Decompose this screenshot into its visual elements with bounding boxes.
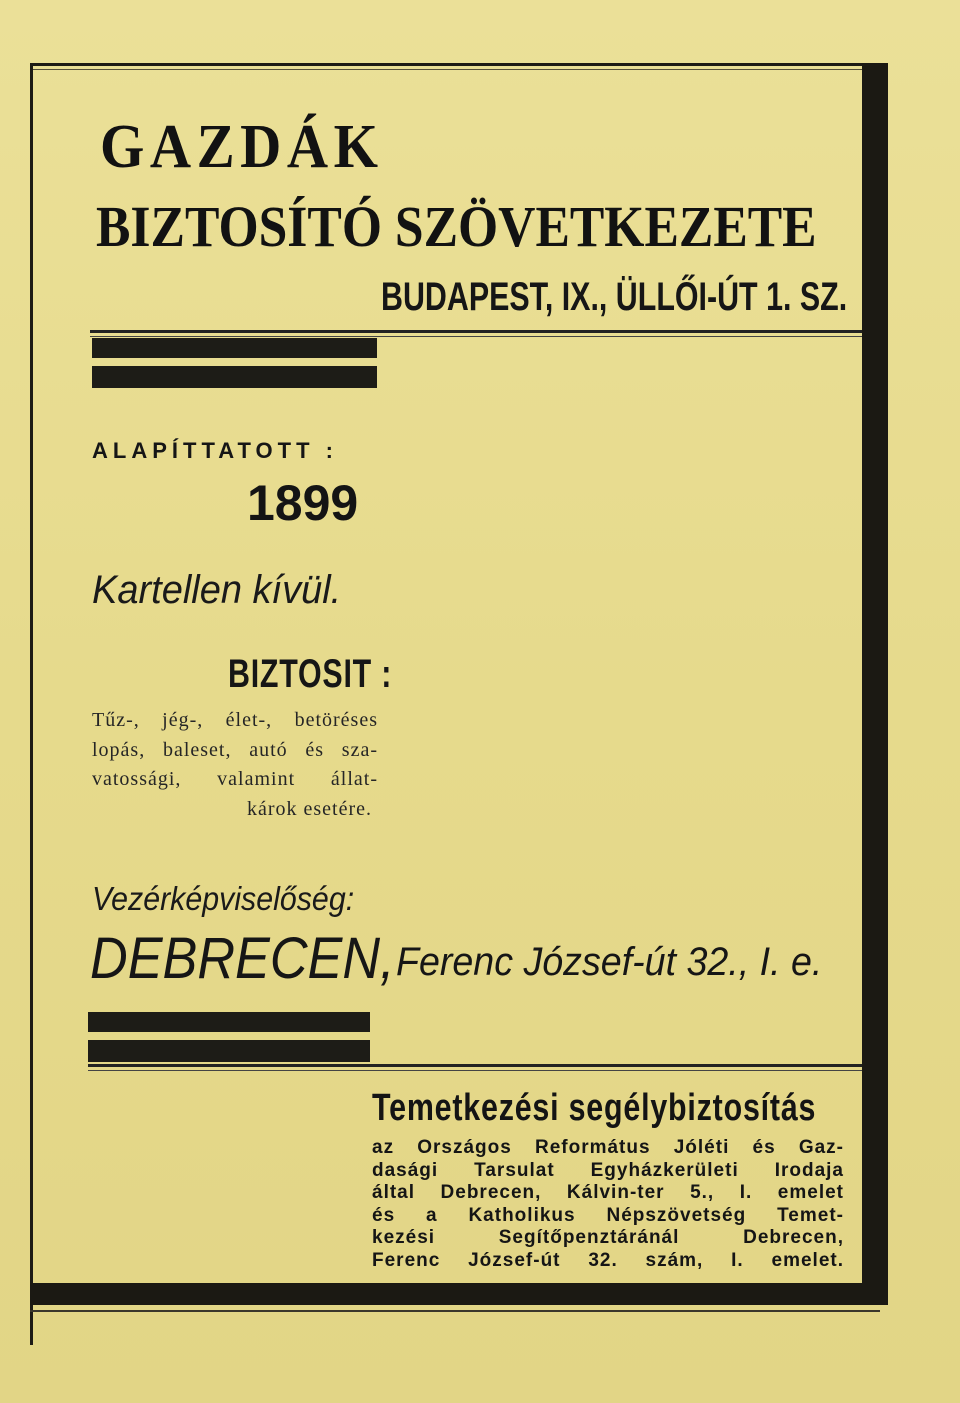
decorative-bar xyxy=(92,366,377,388)
funeral-insurance-paragraph xyxy=(372,1137,844,1273)
founded-year: 1899 xyxy=(247,475,359,531)
paragraph-line: által Debrecen, Kálvin-ter 5., I. emelet xyxy=(372,1182,844,1204)
paragraph-line: és a Katholikus Népszövetség Temet- xyxy=(372,1204,844,1226)
paragraph-line: károk esetére. xyxy=(246,797,372,820)
agency-street: Ferenc József-út 32., I. e. xyxy=(396,940,823,984)
title-biztosito-szovetkezete: BIZTOSÍTÓ SZÖVETKEZETE xyxy=(96,194,817,259)
frame-bottom-border xyxy=(30,1283,888,1305)
paragraph-line: Tűz-, jég-, élet-, betöréses xyxy=(92,709,378,731)
decorative-bar xyxy=(88,1012,370,1032)
cartel-note: Kartellen kívül. xyxy=(92,568,342,612)
agency-city: DEBRECEN, xyxy=(90,926,395,991)
section-divider-rule xyxy=(90,330,862,333)
agency-label: Vezérképviselőség: xyxy=(92,880,355,917)
funeral-insurance-heading: Temetkezési segélybiztosítás xyxy=(372,1087,817,1129)
insures-heading: BIZTOSIT : xyxy=(228,652,393,696)
section-divider-rule-thin xyxy=(88,1070,862,1071)
section-divider-rule xyxy=(88,1064,862,1067)
title-gazdak: GAZDÁK xyxy=(100,113,384,181)
insurance-types-paragraph xyxy=(92,706,378,824)
company-address: BUDAPEST, IX., ÜLLŐI-ÚT 1. SZ. xyxy=(381,275,848,319)
paragraph-line: kezési Segítőpenztáránál Debrecen, xyxy=(372,1227,844,1249)
decorative-bar xyxy=(92,338,377,358)
frame-top-border-thin xyxy=(30,69,882,70)
section-divider-rule-thin xyxy=(90,336,862,337)
frame-right-border xyxy=(862,63,888,1305)
paragraph-line: Ferenc József-út 32. szám, I. emelet. xyxy=(372,1249,844,1271)
founded-label: ALAPÍTTATOTT : xyxy=(92,438,338,463)
paragraph-line: dasági Tarsulat Egyházkerületi Irodaja xyxy=(372,1159,844,1181)
frame-bottom-border-thin xyxy=(30,1310,880,1312)
decorative-bar xyxy=(88,1040,370,1062)
paragraph-line: vatossági, valamint állat- xyxy=(92,768,378,790)
frame-left-border xyxy=(30,63,33,1345)
frame-top-border xyxy=(30,63,882,66)
paragraph-line: lopás, baleset, autó és sza- xyxy=(92,738,378,761)
paragraph-line: az Országos Református Jóléti és Gaz- xyxy=(372,1137,844,1158)
